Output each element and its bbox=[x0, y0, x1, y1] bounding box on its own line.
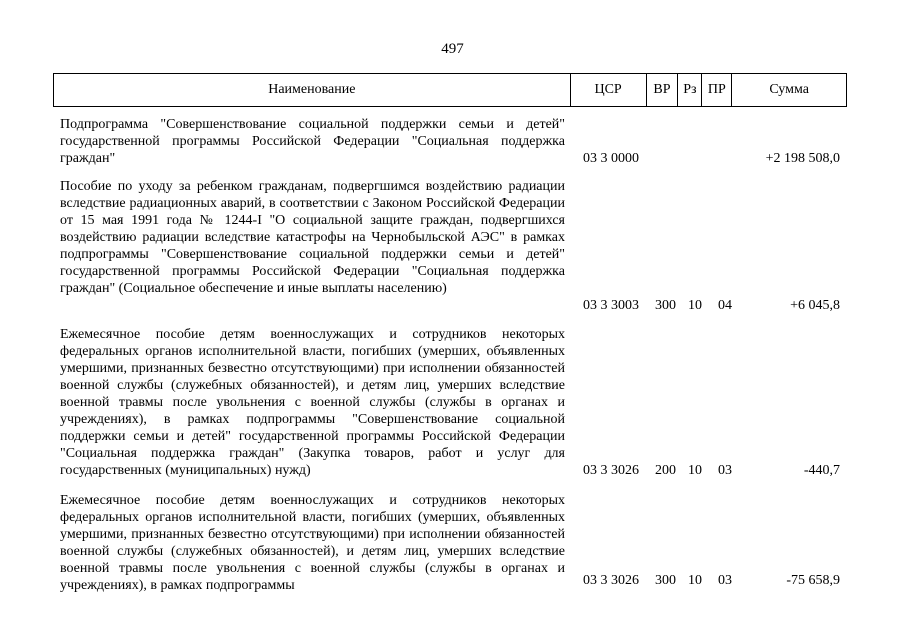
page-number: 497 bbox=[441, 41, 464, 57]
row-pr: 04 bbox=[718, 298, 732, 313]
table-row bbox=[60, 178, 840, 316]
row-rz: 10 bbox=[688, 298, 702, 313]
row-description: Пособие по уходу за ребенком гражданам, подвергшимся воздействию радиации вследствие радиационных аварий, в соответствии с Законом Российской Федерации от 15 мая 1991 года № 1244-I "О социальной защите граждан, подвергшихся воздействию радиации вследствие катастрофы на Чернобыльской АЭС" в рамках подпрограммы "Совершенствование социальной поддержки семьи и детей" государственной программы Российской Федерации "Социальная поддержка граждан" (Социальное обеспечение и иные выплаты населению) bbox=[60, 179, 565, 296]
row-description: Ежемесячное пособие детям военнослужащих и сотрудников некоторых федеральных органов исполнительной власти, погибших (умерших, объявленных умершими, признанных безвестно отсутствующими) при исполнении обязанностей военной службы (служебных обязанностей), и детям лиц, умерших вследствие военной травмы после увольнения с военной службы (службы в органах и учреждениях), в рамках подпрограммы bbox=[60, 493, 565, 593]
table-header bbox=[53, 73, 847, 107]
row-description: Подпрограмма "Совершенствование социальной поддержки семьи и детей" государственной программы Российской Федерации "Социальная поддержка граждан" bbox=[60, 117, 565, 166]
table-row bbox=[60, 326, 840, 482]
header-vr: ВР bbox=[647, 74, 679, 106]
row-vr: 200 bbox=[655, 463, 676, 478]
row-vr: 300 bbox=[655, 573, 676, 588]
table-row bbox=[60, 116, 840, 168]
row-csr: 03 3 3026 bbox=[583, 463, 639, 478]
header-rz: Рз bbox=[678, 74, 702, 106]
row-sum: -440,7 bbox=[803, 463, 840, 478]
header-pr: ПР bbox=[702, 74, 732, 106]
row-pr: 03 bbox=[718, 463, 732, 478]
table-row bbox=[60, 492, 840, 612]
row-csr: 03 3 0000 bbox=[583, 151, 639, 166]
row-sum: +6 045,8 bbox=[790, 298, 840, 313]
row-rz: 10 bbox=[688, 573, 702, 588]
header-sum: Сумма bbox=[769, 82, 809, 97]
row-vr: 300 bbox=[655, 298, 676, 313]
row-rz: 10 bbox=[688, 463, 702, 478]
row-description: Ежемесячное пособие детям военнослужащих и сотрудников некоторых федеральных органов исполнительной власти, погибших (умерших, объявленных умершими, признанных безвестно отсутствующими) при исполнении обязанностей военной службы (служебных обязанностей), и детям лиц, умерших вследствие военной травмы после увольнения с военной службы (службы в органах и учреждениях), в рамках подпрограммы "Совершенствование социальной поддержки семьи и детей" государственной программы Российской Федерации "Социальная поддержка граждан" (Закупка товаров, работ и услуг для государственных (муниципальных) нужд) bbox=[60, 327, 565, 478]
header-name: Наименование bbox=[54, 74, 571, 106]
row-sum: +2 198 508,0 bbox=[765, 151, 840, 166]
row-csr: 03 3 3003 bbox=[583, 298, 639, 313]
row-pr: 03 bbox=[718, 573, 732, 588]
row-csr: 03 3 3026 bbox=[583, 573, 639, 588]
row-sum: -75 658,9 bbox=[786, 573, 840, 588]
header-csr: ЦСР bbox=[571, 74, 647, 106]
